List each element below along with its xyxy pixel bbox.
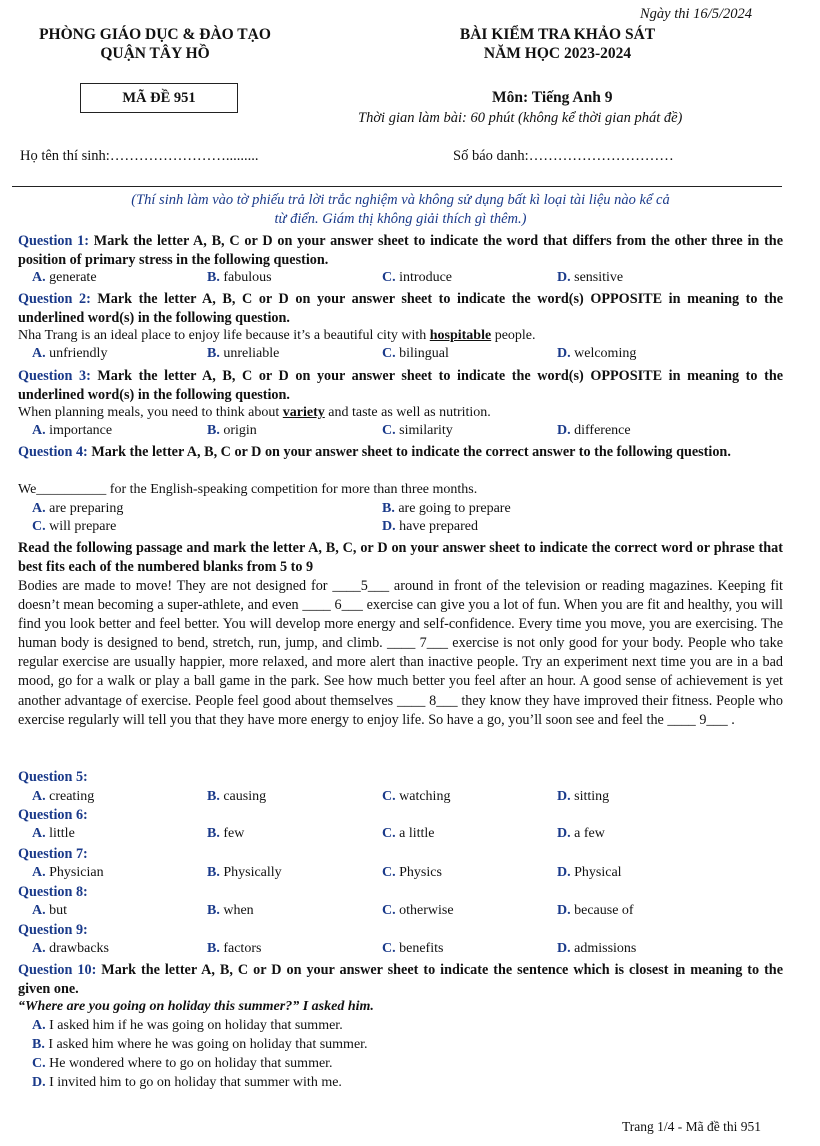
question-4-sentence: We__________ for the English-speaking competition for more than three months.	[18, 482, 478, 497]
question-1-prompt: Question 1: Mark the letter A, B, C or D on your answer sheet to indicate the word that differs from the other three in the position of primary stress in the following question.	[18, 233, 783, 268]
q3-option-a: A. importance	[32, 423, 113, 438]
q6-option-b: B. few	[207, 826, 245, 841]
q5-option-b: B. causing	[207, 789, 267, 804]
question-2-prompt: Question 2: Mark the letter A, B, C or D on your answer sheet to indicate the word(s) OPPOSITE in meaning to the underlined word(s) in the following question.	[18, 291, 784, 326]
q2-option-b: B. unreliable	[207, 346, 280, 361]
exam-code: MÃ ĐỀ 951	[122, 89, 196, 106]
passage-instruction: Read the following passage and mark the letter A, B, C, or D on your answer sheet to indicate the correct word or phrase that best fits each of the numbered blanks from 5 to 9	[18, 540, 783, 575]
q7-option-a: A. Physician	[32, 865, 104, 880]
q1-option-c: C. introduce	[382, 270, 452, 285]
question-8-label: Question 8:	[18, 884, 88, 900]
q3-option-d: D. difference	[557, 423, 631, 438]
q5-option-c: C. watching	[382, 789, 451, 804]
q4-option-a: A. are preparing	[32, 501, 124, 516]
q6-option-d: D. a few	[557, 826, 605, 841]
subject: Môn: Tiếng Anh 9	[492, 89, 613, 106]
exam-code-box	[80, 83, 238, 113]
department-line-2: QUẬN TÂY HỒ	[100, 45, 210, 62]
q10-option-d: D. I invited him to go on holiday that summer with me.	[32, 1075, 342, 1090]
question-4-label: Question 4:	[18, 444, 88, 460]
q10-option-c: C. He wondered where to go on holiday that summer.	[32, 1056, 333, 1071]
question-10-quote: “Where are you going on holiday this summer?” I asked him.	[18, 999, 374, 1014]
question-7-label: Question 7:	[18, 846, 88, 862]
question-4-prompt: Question 4: Mark the letter A, B, C or D on your answer sheet to indicate the correct answer to the following question.	[18, 444, 731, 460]
q10-option-a: A. I asked him if he was going on holiday that summer.	[32, 1018, 343, 1033]
q7-option-d: D. Physical	[557, 865, 622, 880]
school-year: NĂM HỌC 2023-2024	[483, 45, 632, 62]
q5-option-d: D. sitting	[557, 789, 610, 804]
q2-option-c: C. bilingual	[382, 346, 449, 361]
q4-option-b: B. are going to prepare	[382, 501, 511, 516]
q9-option-b: B. factors	[207, 941, 262, 956]
question-3-label: Question 3:	[18, 368, 91, 384]
instructions-line-2: từ điển. Giám thị không giải thích gì thêm.)	[274, 211, 527, 227]
q9-option-c: C. benefits	[382, 941, 444, 956]
underlined-word: variety	[282, 405, 325, 420]
q2-option-a: A. unfriendly	[32, 346, 108, 361]
instructions-line-1: (Thí sinh làm vào tờ phiếu trả lời trắc nghiệm và không sử dụng bất kì loại tài liệu nào kể cả	[131, 192, 670, 208]
exam-date: Ngày thi 16/5/2024	[640, 6, 752, 22]
q8-option-b: B. when	[207, 903, 254, 918]
question-3-sentence: When planning meals, you need to think about variety and taste as well as nutrition.	[18, 405, 491, 420]
candidate-name-field: Họ tên thí sinh:…………………….........	[20, 148, 259, 164]
q3-option-b: B. origin	[207, 423, 257, 438]
reading-passage: Bodies are made to move! They are not designed for ____5___ around in front of the television or reading magazines. Keeping fit doesn’t mean becoming a super-athlete, and even ____ 6___ exercise can give you a lot of fun. When you are fit and healthy, you will find you look better and feel better. You will develop more energy and self-confidence. Every time you move, you are exercising. The human body is designed to bend, stretch, run, jump, and climb. ____ 7___ exercise is not only good for your body. People who take regular exercise are usually happier, more relaxed, and more alert than inactive people. Try an experiment next time you are in a bad mood, go for a walk or play a ball game in the park. See how much better you feel after an hour. A good sense of achievement is yet another advantage of exercise. People feel good about themselves ____ 8___ they know they have improved their fitness. People who exercise regularly will tell you that they have more energy to enjoy life. So have a go, you’ll soon see and feel the ____ 9___ .	[18, 578, 783, 728]
q7-option-c: C. Physics	[382, 865, 442, 880]
header-divider	[12, 186, 782, 187]
q6-option-a: A. little	[32, 826, 75, 841]
q8-option-a: A. but	[32, 903, 68, 918]
exam-title: BÀI KIỂM TRA KHẢO SÁT	[459, 26, 656, 43]
q4-option-d: D. have prepared	[382, 519, 479, 534]
q4-option-c: C. will prepare	[32, 519, 117, 534]
exam-duration: Thời gian làm bài: 60 phút (không kể thời gian phát đề)	[358, 110, 683, 126]
question-2-sentence: Nha Trang is an ideal place to enjoy life because it’s a beautiful city with hospitable people.	[18, 328, 536, 343]
q8-option-c: C. otherwise	[382, 903, 454, 918]
question-6-label: Question 6:	[18, 807, 88, 823]
q9-option-d: D. admissions	[557, 941, 637, 956]
q8-option-d: D. because of	[557, 903, 634, 918]
page-footer: Trang 1/4 - Mã đề thi 951	[622, 1119, 761, 1134]
q1-option-a: A. generate	[32, 270, 97, 285]
question-10-label: Question 10:	[18, 962, 97, 978]
q9-option-a: A. drawbacks	[32, 941, 109, 956]
q1-option-d: D. sensitive	[557, 270, 624, 285]
question-5-label: Question 5:	[18, 769, 88, 785]
q10-option-b: B. I asked him where he was going on holiday that summer.	[32, 1037, 368, 1052]
question-9-label: Question 9:	[18, 922, 88, 938]
q5-option-a: A. creating	[32, 789, 95, 804]
q6-option-c: C. a little	[382, 826, 435, 841]
candidate-id-field: Số báo danh:…………………………	[453, 148, 674, 164]
question-2-label: Question 2:	[18, 291, 91, 307]
q3-option-c: C. similarity	[382, 423, 453, 438]
question-10-prompt: Question 10: Mark the letter A, B, C or D on your answer sheet to indicate the sentence which is closest in meaning to the given one.	[18, 962, 783, 997]
question-3-prompt: Question 3: Mark the letter A, B, C or D on your answer sheet to indicate the word(s) OPPOSITE in meaning to the underlined word(s) in the following question.	[18, 368, 784, 403]
underlined-word: hospitable	[429, 328, 492, 343]
q7-option-b: B. Physically	[207, 865, 282, 880]
question-1-label: Question 1:	[18, 233, 90, 249]
q1-option-b: B. fabulous	[207, 270, 272, 285]
q2-option-d: D. welcoming	[557, 346, 637, 361]
department-line-1: PHÒNG GIÁO DỤC & ĐÀO TẠO	[39, 26, 271, 43]
